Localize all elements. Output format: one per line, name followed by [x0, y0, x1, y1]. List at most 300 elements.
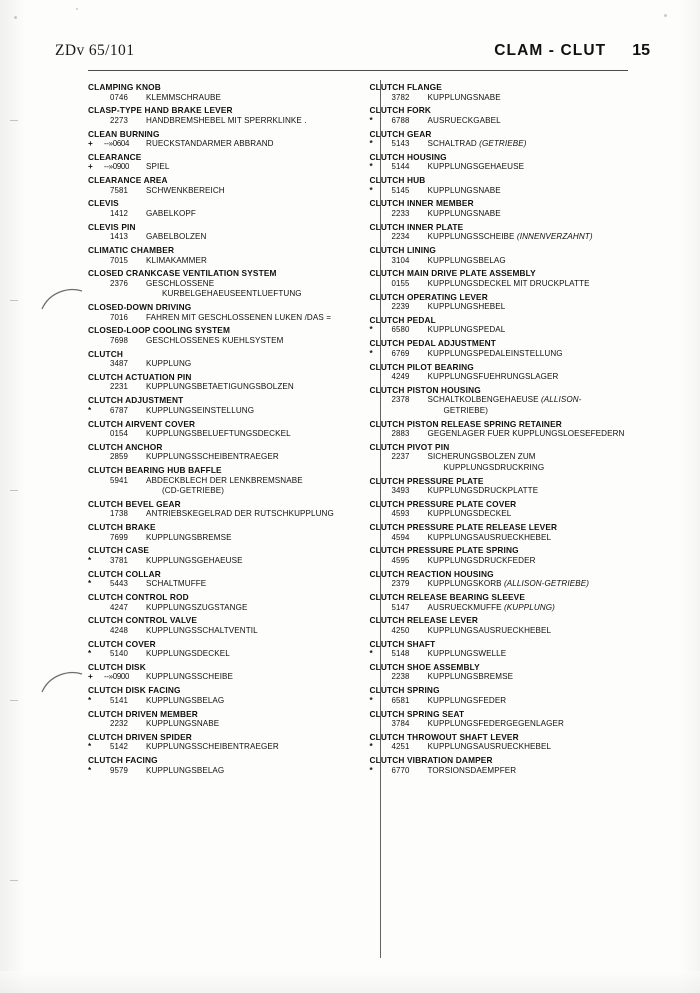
- entry-translation-text: KUPPLUNGSBETAETIGUNGSBOLZEN: [146, 382, 294, 392]
- entry-code: 2238: [391, 672, 410, 682]
- entry-translation-qualifier: (GETRIEBE): [479, 139, 527, 149]
- entry-translation: [428, 626, 634, 636]
- entry-detail-row: [370, 139, 634, 149]
- glossary-entry: [370, 639, 634, 660]
- entry-translation-text: KUPPLUNGSNABE: [427, 185, 501, 195]
- entry-translation: [428, 279, 634, 289]
- glossary-entry: [370, 662, 634, 683]
- entry-code: 5141: [110, 695, 128, 705]
- entry-translation-text: KLIMAKAMMER: [146, 255, 207, 265]
- entry-detail-row: [370, 486, 634, 496]
- entry-translation-text: AUSRUECKMUFFE: [427, 602, 504, 612]
- entry-term: CLAMPING KNOB: [88, 82, 161, 92]
- entry-translation-qualifier: (ALLISON-GETRIEBE): [504, 579, 590, 589]
- glossary-entry: [88, 175, 352, 196]
- entry-translation: [428, 93, 634, 103]
- entry-term: CLUTCH BRAKE: [88, 522, 156, 533]
- entry-marker: *: [88, 555, 92, 565]
- entry-translation-text: KUPPLUNGSDECKEL: [146, 649, 230, 659]
- entry-detail-row: [370, 429, 634, 439]
- entry-translation-qualifier: (KUPPLUNG): [504, 602, 555, 612]
- entry-translation: [146, 382, 352, 392]
- entry-translation-continuation: [370, 463, 634, 473]
- glossary-entry: [370, 419, 634, 440]
- glossary-entry: [370, 82, 634, 103]
- entry-term: CLUTCH FLANGE: [369, 82, 442, 92]
- entry-detail-row: [88, 626, 352, 636]
- entry-marker: *: [369, 695, 373, 705]
- entry-translation: [428, 766, 634, 776]
- entry-detail-row: [370, 696, 634, 706]
- document-code: ZDv 65/101: [55, 42, 135, 59]
- entry-translation: [428, 509, 634, 519]
- entry-translation-text: SCHWENKBEREICH: [146, 185, 225, 195]
- entry-term: CLUTCH VIBRATION DAMPER: [369, 755, 493, 766]
- entry-term: CLUTCH LINING: [369, 245, 436, 256]
- entry-translation: [146, 452, 352, 462]
- entry-translation-text: ABDECKBLECH DER LENKBREMSNABE: [146, 475, 303, 485]
- entry-detail-row: [370, 579, 634, 589]
- entry-code: 7015: [110, 255, 128, 265]
- entry-translation: [428, 232, 634, 242]
- entry-term: CLUTCH THROWOUT SHAFT LEVER: [369, 731, 519, 742]
- entry-translation-text: KUPPLUNGSPEDAL: [427, 325, 506, 335]
- entry-translation: [146, 766, 352, 776]
- entry-code: 7699: [110, 532, 128, 542]
- entry-translation: [428, 256, 634, 266]
- entry-translation-text: KUPPLUNGSFEDERGEGENLAGER: [427, 719, 564, 729]
- entry-translation-text: KURBELGEHAEUSEENTLUEFTUNG: [162, 289, 302, 299]
- entry-translation-text: SCHALTKOLBENGEHAEUSE: [427, 395, 541, 405]
- page-number: 15: [632, 42, 650, 59]
- entry-translation: [146, 313, 352, 323]
- entry-term: CLIMATIC CHAMBER: [88, 245, 175, 256]
- entry-translation-text: KUPPLUNGSWELLE: [427, 649, 507, 659]
- glossary-entry: [88, 419, 352, 440]
- entry-term: CLUTCH ACTUATION PIN: [88, 371, 192, 382]
- entry-code: 6580: [391, 325, 410, 335]
- entry-translation: [146, 696, 352, 706]
- glossary-entry: [88, 522, 352, 543]
- entry-translation: [428, 186, 634, 196]
- entry-term: CLUTCH RELEASE BEARING SLEEVE: [369, 592, 526, 603]
- entry-translation-text: KLEMMSCHRAUBE: [146, 92, 222, 102]
- continuation-indent: [88, 289, 162, 299]
- scan-tick: [10, 300, 18, 301]
- entry-marker: *: [369, 185, 373, 195]
- entry-code: --»0900: [104, 162, 130, 172]
- entry-term: CLUTCH AIRVENT COVER: [88, 418, 196, 429]
- entry-detail-row: [88, 359, 352, 369]
- glossary-entry: [370, 222, 634, 243]
- entry-translation-text: SCHALTRAD: [427, 139, 480, 149]
- glossary-entry: [370, 522, 634, 543]
- entry-translation-text: KUPPLUNGSZUGSTANGE: [146, 602, 248, 612]
- entry-translation: [428, 719, 634, 729]
- entry-code: 6581: [391, 695, 410, 705]
- entry-translation: [428, 162, 634, 172]
- glossary-entry: [370, 245, 634, 266]
- glossary-entry: [370, 476, 634, 497]
- entry-marker: *: [88, 695, 92, 705]
- entry-translation-text: KUPPLUNGSGEHAEUSE: [427, 162, 525, 172]
- entry-translation-continuation: [370, 406, 634, 416]
- glossary-entry: [88, 105, 352, 126]
- entry-term: CLUTCH GEAR: [369, 128, 432, 139]
- entry-translation: [146, 336, 352, 346]
- entry-marker: *: [88, 405, 92, 415]
- continuation-indent: [370, 406, 444, 416]
- entry-detail-row: [88, 509, 352, 519]
- entry-translation-text: KUPPLUNGSKORB: [427, 579, 505, 589]
- entry-translation-text: GABELBOLZEN: [146, 232, 207, 242]
- glossary-entry: [88, 615, 352, 636]
- glossary-entry: [370, 129, 634, 150]
- entry-term: CLUTCH PRESSURE PLATE: [369, 475, 484, 486]
- entry-term: CLUTCH BEVEL GEAR: [88, 498, 181, 509]
- entry-translation-text: KUPPLUNGSDRUCKFEDER: [427, 555, 536, 565]
- entry-code: 1412: [110, 208, 128, 218]
- glossary-entry: [88, 395, 352, 416]
- entry-translation-text: KUPPLUNGSBELAG: [427, 255, 506, 265]
- entry-translation: [428, 429, 634, 439]
- glossary-entry: [88, 245, 352, 266]
- entry-detail-row: [370, 372, 634, 382]
- entry-translation: [146, 603, 352, 613]
- entry-translation-text: KUPPLUNGSBREMSE: [146, 532, 232, 542]
- entry-detail-row: [88, 603, 352, 613]
- glossary-entry: [370, 545, 634, 566]
- glossary-entry: [88, 198, 352, 219]
- glossary-entry: [88, 349, 352, 370]
- entry-detail-row: [88, 279, 352, 289]
- entry-translation: [146, 476, 352, 486]
- entry-code: 7016: [110, 312, 128, 322]
- entry-marker: +: [88, 672, 93, 682]
- entry-term: CLUTCH PILOT BEARING: [369, 361, 474, 372]
- glossary-entry: [88, 152, 352, 173]
- entry-translation-qualifier: (CD-GETRIEBE): [162, 486, 225, 496]
- glossary-entry: [88, 639, 352, 660]
- entry-translation-qualifier: (INNENVERZAHNT): [516, 232, 593, 242]
- entry-translation-text: TORSIONSDAEMPFER: [427, 765, 517, 775]
- entry-code: 9579: [110, 765, 128, 775]
- entry-code: 1413: [110, 232, 128, 242]
- glossary-entry: [370, 569, 634, 590]
- entry-code: 6787: [110, 405, 128, 415]
- entry-translation: [428, 579, 634, 589]
- entry-term: CLUTCH PRESSURE PLATE COVER: [369, 498, 517, 509]
- entry-term: CLEVIS PIN: [88, 221, 136, 232]
- glossary-entry: [370, 709, 634, 730]
- entry-translation-text: SPIEL: [146, 162, 170, 172]
- scan-tick: [10, 880, 18, 881]
- glossary-entry: [370, 315, 634, 336]
- entry-translation-text: KUPPLUNGSSCHEIBE: [146, 672, 234, 682]
- entry-translation: [428, 209, 634, 219]
- glossary-entry: [88, 709, 352, 730]
- entry-term: CLUTCH INNER MEMBER: [369, 198, 474, 209]
- page-header: [55, 42, 650, 60]
- entry-marker: *: [369, 325, 373, 335]
- entry-translation-text: KUPPLUNGSBELAG: [146, 765, 225, 775]
- left-column: [88, 82, 352, 778]
- entry-code: 2273: [110, 115, 128, 125]
- entry-code: 7698: [110, 335, 128, 345]
- entry-code: 6769: [391, 348, 410, 358]
- entry-term: CLEVIS: [88, 198, 119, 209]
- entry-detail-row: [88, 429, 352, 439]
- entry-term: CLUTCH ANCHOR: [88, 441, 163, 452]
- entry-translation-text: KUPPLUNGSNABE: [146, 719, 220, 729]
- entry-marker: *: [369, 649, 373, 659]
- page-edge-shadow-right: [680, 0, 700, 993]
- entry-translation-qualifier: (ALLISON-: [541, 395, 582, 405]
- entry-code: 4250: [391, 625, 410, 635]
- entry-detail-row: [370, 556, 634, 566]
- entry-translation: [146, 533, 352, 543]
- entry-code: 2859: [110, 452, 128, 462]
- glossary-entry: [88, 268, 352, 299]
- entry-translation-text: AUSRUECKGABEL: [427, 115, 501, 125]
- entry-detail-row: [370, 256, 634, 266]
- entry-translation-text: SICHERUNGSBOLZEN ZUM: [427, 452, 536, 462]
- entry-translation: [146, 359, 352, 369]
- entry-code: --»0604: [104, 139, 130, 149]
- scan-speck: [14, 16, 17, 19]
- entry-translation: [146, 672, 352, 682]
- entry-code: 6788: [391, 115, 410, 125]
- entry-code: 5144: [391, 162, 410, 172]
- entry-translation: [146, 406, 352, 416]
- glossary-entry: [370, 732, 634, 753]
- entry-translation: [428, 349, 634, 359]
- entry-term: CLUTCH MAIN DRIVE PLATE ASSEMBLY: [369, 268, 536, 279]
- entry-marker: *: [369, 765, 373, 775]
- entry-code: 5142: [110, 742, 128, 752]
- entry-code: 4595: [391, 555, 410, 565]
- entry-detail-row: [370, 649, 634, 659]
- entry-code: --»0900: [104, 672, 130, 682]
- entry-translation-text: KUPPLUNGSGEHAEUSE: [146, 555, 243, 565]
- entry-detail-row: [88, 336, 352, 346]
- scan-speck: [76, 8, 78, 10]
- entry-code: 7581: [110, 185, 128, 195]
- entry-term: CLUTCH PRESSURE PLATE SPRING: [369, 545, 519, 556]
- glossary-entry: [370, 685, 634, 706]
- entry-detail-row: [88, 116, 352, 126]
- glossary-entry: [88, 499, 352, 520]
- entry-term: CLEARANCE: [88, 151, 142, 162]
- entry-detail-row: [370, 672, 634, 682]
- entry-translation-text: KUPPLUNGSDRUCKPLATTE: [427, 486, 539, 496]
- entry-translation: [428, 672, 634, 682]
- entry-marker: *: [369, 348, 373, 358]
- entry-term: CLUTCH HUB: [369, 175, 426, 186]
- entry-term: CLUTCH SHAFT: [369, 638, 436, 649]
- entry-translation: [146, 186, 352, 196]
- entry-detail-row: [88, 579, 352, 589]
- entry-translation: [146, 579, 352, 589]
- entry-translation: [146, 93, 352, 103]
- page-edge-shadow-left: [0, 0, 26, 993]
- entry-marker: *: [88, 649, 92, 659]
- entry-detail-row: [88, 452, 352, 462]
- entry-detail-row: [370, 509, 634, 519]
- entry-code: 2232: [110, 719, 128, 729]
- entry-detail-row: [88, 476, 352, 486]
- entry-translation-text: KUPPLUNGSAUSRUECKHEBEL: [427, 625, 552, 635]
- glossary-entry: [88, 302, 352, 323]
- entry-translation: [146, 556, 352, 566]
- glossary-entry: [88, 129, 352, 150]
- entry-term: CLUTCH REACTION HOUSING: [369, 568, 494, 579]
- entry-detail-row: [370, 742, 634, 752]
- entry-code: 3784: [391, 719, 410, 729]
- entry-marker: *: [369, 162, 373, 172]
- glossary-entry: [370, 362, 634, 383]
- glossary-entry: [88, 442, 352, 463]
- margin-pen-mark-upper: [40, 285, 84, 311]
- entry-code: 3493: [391, 486, 410, 496]
- entry-code: 5443: [110, 579, 128, 589]
- entry-translation: [146, 256, 352, 266]
- entry-detail-row: [370, 209, 634, 219]
- glossary-entry: [370, 338, 634, 359]
- entry-term: CLASP-TYPE HAND BRAKE LEVER: [88, 105, 233, 116]
- glossary-entry: [370, 268, 634, 289]
- entry-detail-row: [88, 649, 352, 659]
- entry-translation: [428, 452, 634, 462]
- entry-term: CLUTCH FACING: [88, 755, 158, 766]
- glossary-entry: [88, 545, 352, 566]
- entry-translation: [146, 139, 352, 149]
- entry-translation-text: KUPPLUNGSFEDER: [427, 695, 507, 705]
- entry-detail-row: [370, 452, 634, 462]
- entry-translation-text: HANDBREMSHEBEL MIT SPERRKLINKE .: [146, 115, 307, 125]
- entry-term: CLOSED CRANKCASE VENTILATION SYSTEM: [88, 268, 277, 279]
- glossary-entry: [370, 615, 634, 636]
- glossary-entry: [370, 755, 634, 776]
- glossary-entry: [370, 105, 634, 126]
- entry-translation-text: FAHREN MIT GESCHLOSSENEN LUKEN /DAS =: [146, 312, 332, 322]
- entry-marker: *: [88, 579, 92, 589]
- entry-translation: [146, 162, 352, 172]
- entry-translation: [428, 486, 634, 496]
- entry-detail-row: [88, 256, 352, 266]
- entry-translation: [146, 279, 352, 289]
- entry-marker: *: [369, 742, 373, 752]
- glossary-entry: [370, 152, 634, 173]
- entry-term: CLUTCH COLLAR: [88, 568, 161, 579]
- entry-code: 4247: [110, 602, 128, 612]
- entry-translation: [146, 429, 352, 439]
- scan-tick: [10, 700, 18, 701]
- entry-translation: [428, 325, 634, 335]
- entry-detail-row: [88, 406, 352, 416]
- entry-code: 5140: [110, 649, 128, 659]
- entry-translation: [146, 626, 352, 636]
- entry-term: CLUTCH PIVOT PIN: [369, 441, 450, 452]
- entry-code: 2378: [391, 395, 410, 405]
- entry-term: CLUTCH INNER PLATE: [369, 221, 464, 232]
- entry-term: CLUTCH PRESSURE PLATE RELEASE LEVER: [369, 522, 558, 533]
- entry-translation: [428, 116, 634, 126]
- entry-term: CLUTCH PISTON HOUSING: [369, 384, 481, 395]
- entry-code: 5941: [110, 475, 128, 485]
- glossary-entry: [370, 385, 634, 416]
- entry-term: CLUTCH HOUSING: [369, 151, 447, 162]
- entry-detail-row: [370, 719, 634, 729]
- glossary-entry: [88, 685, 352, 706]
- entry-translation: [146, 649, 352, 659]
- entry-code: 5148: [391, 649, 410, 659]
- entry-term: CLUTCH COVER: [88, 638, 156, 649]
- entry-detail-row: [88, 672, 352, 682]
- entry-term: CLUTCH DISK: [88, 661, 146, 672]
- entry-translation-text: ANTRIEBSKEGELRAD DER RUTSCHKUPPLUNG: [146, 509, 334, 519]
- entry-translation: [428, 696, 634, 706]
- glossary-entry: [370, 292, 634, 313]
- entry-detail-row: [370, 162, 634, 172]
- entry-term: CLUTCH DRIVEN SPIDER: [88, 731, 192, 742]
- entry-translation-text: KUPPLUNGSDRUCKRING: [443, 462, 545, 472]
- entry-translation: [428, 302, 634, 312]
- entry-term: CLUTCH SHOE ASSEMBLY: [369, 661, 480, 672]
- entry-translation: [428, 372, 634, 382]
- glossary-entry: [370, 198, 634, 219]
- entry-code: 0746: [110, 92, 128, 102]
- entry-translation-qualifier: GETRIEBE): [443, 405, 489, 415]
- entry-term: CLUTCH BEARING HUB BAFFLE: [88, 465, 222, 476]
- glossary-entry: [88, 662, 352, 683]
- entry-detail-row: [370, 186, 634, 196]
- entry-translation: [146, 509, 352, 519]
- entry-code: 5143: [391, 139, 410, 149]
- entry-translation-text: GEGENLAGER FUER KUPPLUNGSLOESEFEDERN: [427, 429, 625, 439]
- entry-marker: *: [369, 139, 373, 149]
- scan-speck: [664, 14, 667, 17]
- entry-term: CLOSED-LOOP COOLING SYSTEM: [88, 325, 231, 336]
- entry-code: 3781: [110, 555, 128, 565]
- glossary-entry: [88, 592, 352, 613]
- entry-term: CLUTCH DRIVEN MEMBER: [88, 708, 198, 719]
- scan-tick: [10, 120, 18, 121]
- entry-translation-text: GESCHLOSSENES KUEHLSYSTEM: [146, 335, 284, 345]
- margin-pen-mark-lower: [40, 668, 84, 694]
- entry-detail-row: [88, 719, 352, 729]
- entry-translation: [428, 649, 634, 659]
- entry-term: CLOSED-DOWN DRIVING: [88, 302, 192, 313]
- glossary-entry: [370, 499, 634, 520]
- entry-detail-row: [88, 533, 352, 543]
- page-edge-shadow-bottom: [0, 971, 700, 993]
- glossary-entry: [88, 755, 352, 776]
- entry-code: 2231: [110, 382, 128, 392]
- entry-detail-row: [370, 766, 634, 776]
- entry-detail-row: [88, 162, 352, 172]
- scan-tick: [10, 490, 18, 491]
- entry-detail-row: [370, 349, 634, 359]
- entry-term: CLUTCH PEDAL: [369, 314, 436, 325]
- entry-translation: [146, 719, 352, 729]
- entry-translation-text: KUPPLUNGSBREMSE: [427, 672, 514, 682]
- entry-translation: [428, 603, 634, 613]
- entry-translation-text: KUPPLUNGSPEDALEINSTELLUNG: [427, 348, 563, 358]
- glossary-entry: [370, 442, 634, 473]
- entry-code: 6770: [391, 765, 410, 775]
- header-right-group: [494, 42, 650, 60]
